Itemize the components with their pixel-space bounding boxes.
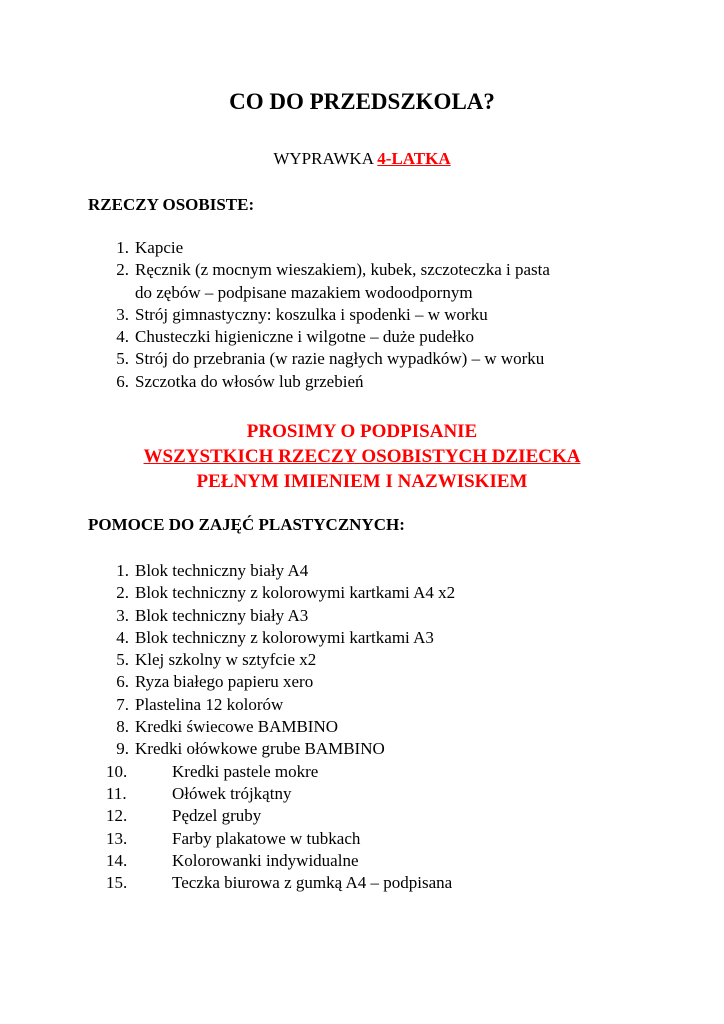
personal-items-heading: RZECZY OSOBISTE:	[88, 195, 255, 214]
list-item-text: Klej szkolny w sztyfcie x2	[135, 650, 317, 670]
list-item-text: do zębów – podpisane mazakiem wodoodpornym	[135, 282, 473, 302]
list-item	[88, 371, 648, 393]
list-item-number: 3.	[116, 304, 129, 324]
list-item-number: 13.	[106, 828, 128, 848]
list-item	[88, 872, 648, 894]
list-item	[88, 805, 648, 827]
list-item	[88, 783, 648, 805]
list-item	[88, 259, 648, 281]
list-item-text: Ryza białego papieru xero	[135, 672, 314, 692]
list-item-text: Kapcie	[135, 238, 184, 257]
list-item	[88, 348, 648, 370]
list-item-number: 4.	[116, 627, 129, 647]
notice-line-2: WSZYSTKICH RZECZY OSOBISTYCH DZIECKA	[143, 446, 581, 467]
list-item-number: 1.	[116, 561, 129, 580]
list-item-text: Strój gimnastyczny: koszulka i spodenki – w worku	[135, 304, 488, 324]
list-item-continuation	[88, 282, 648, 304]
list-item-number: 1.	[116, 238, 129, 257]
list-item	[88, 828, 648, 850]
list-item-number: 11.	[106, 783, 127, 803]
notice-line-1: PROSIMY O PODPISANIE	[246, 421, 478, 442]
list-item-number: 7.	[116, 694, 129, 714]
list-item-text: Teczka biurowa z gumką A4 – podpisana	[172, 873, 453, 893]
page-title: CO DO PRZEDSZKOLA?	[229, 89, 495, 114]
list-item	[88, 582, 648, 604]
list-item	[88, 237, 648, 259]
list-item-text: Kredki świecowe BAMBINO	[135, 717, 339, 737]
list-item-number: 5.	[116, 349, 129, 369]
personal-items-list	[88, 237, 648, 393]
list-item	[88, 304, 648, 326]
signing-notice	[0, 419, 724, 494]
subtitle-age-accent: 4-LATKA	[377, 149, 451, 168]
list-item-number: 3.	[116, 605, 129, 625]
list-item-text: Kredki ołówkowe grube BAMBINO	[135, 739, 385, 759]
list-item-number: 5.	[116, 650, 129, 670]
list-item-text: Blok techniczny biały A3	[135, 605, 309, 625]
list-item	[88, 694, 648, 716]
list-item	[88, 671, 648, 693]
list-item	[88, 326, 648, 348]
list-item-number: 2.	[116, 583, 129, 603]
list-item-number: 2.	[116, 260, 129, 280]
list-item-text: Blok techniczny z kolorowymi kartkami A3	[135, 627, 434, 647]
list-item-text: Farby plakatowe w tubkach	[172, 828, 361, 848]
list-item-text: Chusteczki higieniczne i wilgotne – duże pudełko	[135, 327, 474, 347]
list-item-number: 9.	[116, 739, 129, 759]
list-item-text: Strój do przebrania (w razie nagłych wypadków) – w worku	[135, 349, 545, 369]
art-supplies-list	[88, 560, 648, 894]
list-item-number: 12.	[106, 806, 128, 826]
list-item-number: 8.	[116, 717, 129, 737]
art-supplies-heading: POMOCE DO ZAJĘĆ PLASTYCZNYCH:	[88, 515, 405, 534]
list-item-text: Ołówek trójkątny	[172, 783, 292, 803]
list-item	[88, 738, 648, 760]
list-item-text: Szczotka do włosów lub grzebień	[135, 371, 364, 391]
list-item	[88, 850, 648, 872]
list-item-text: Plastelina 12 kolorów	[135, 694, 284, 714]
list-item-number	[88, 282, 129, 304]
list-item	[88, 560, 648, 582]
list-item-text: Ręcznik (z mocnym wieszakiem), kubek, szczoteczka i pasta	[135, 260, 550, 280]
list-item-text: Blok techniczny biały A4	[135, 561, 309, 580]
subtitle-prefix: WYPRAWKA	[273, 149, 378, 168]
list-item	[88, 649, 648, 671]
list-item-text: Kredki pastele mokre	[172, 761, 319, 781]
list-item-number: 4.	[116, 327, 129, 347]
list-item-text: Pędzel gruby	[172, 806, 262, 826]
list-item	[88, 761, 648, 783]
list-item-number: 6.	[116, 672, 129, 692]
list-item-number: 10.	[106, 761, 128, 781]
list-item-text: Blok techniczny z kolorowymi kartkami A4 x2	[135, 583, 456, 603]
notice-line-3: PEŁNYM IMIENIEM I NAZWISKIEM	[196, 471, 528, 492]
list-item	[88, 716, 648, 738]
list-item-number: 14.	[106, 850, 128, 870]
list-item-number: 6.	[116, 371, 129, 391]
list-item-text: Kolorowanki indywidualne	[172, 850, 359, 870]
list-item	[88, 627, 648, 649]
list-item-number: 15.	[106, 873, 128, 893]
subtitle	[0, 149, 724, 169]
list-item	[88, 605, 648, 627]
